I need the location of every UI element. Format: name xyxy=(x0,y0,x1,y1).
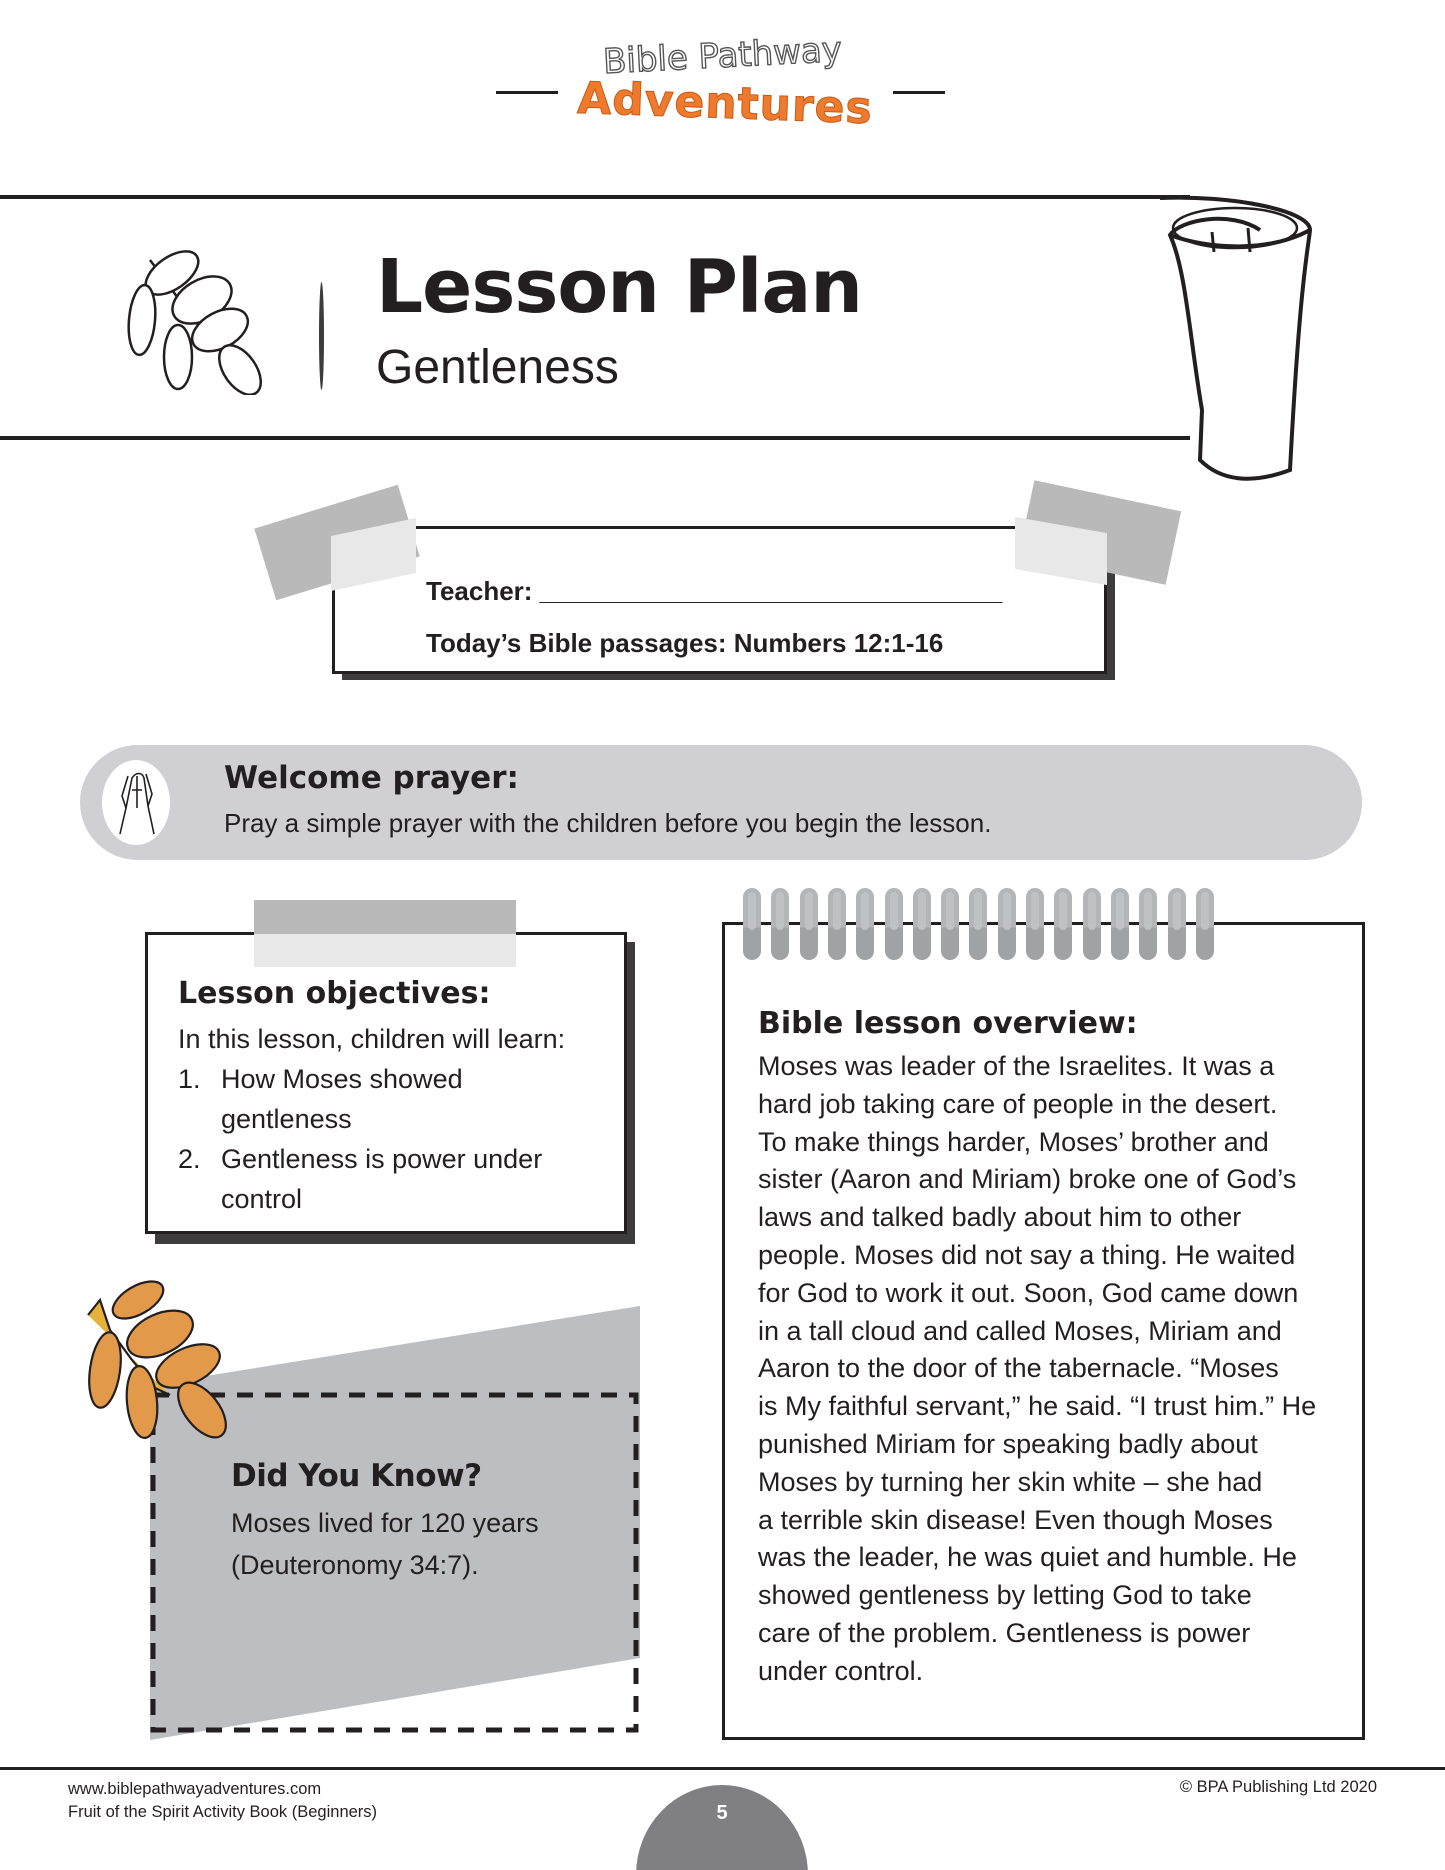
objectives-intro: In this lesson, children will learn: xyxy=(178,1024,566,1054)
did-you-know-text xyxy=(231,1502,539,1586)
overview-line: Moses by turning her skin white – she had xyxy=(758,1466,1263,1497)
footer-left xyxy=(68,1778,377,1824)
spiral-ring xyxy=(1054,888,1072,960)
spiral-ring xyxy=(998,888,1016,960)
objective-2-line-1: Gentleness is power under xyxy=(221,1144,543,1174)
overview-line: laws and talked badly about him to other xyxy=(758,1202,1242,1233)
spiral-ring xyxy=(1111,888,1129,960)
overview-line: sister (Aaron and Miriam) broke one of God’s xyxy=(758,1164,1297,1195)
overview-line: a terrible skin disease! Even though Moses xyxy=(758,1504,1273,1535)
spiral-ring xyxy=(856,888,874,960)
spiral-ring xyxy=(1026,888,1044,960)
overview-line: care of the problem. Gentleness is power xyxy=(758,1617,1251,1648)
spiral-ring xyxy=(1139,888,1157,960)
overview-text xyxy=(758,1048,1358,1691)
spiral-ring xyxy=(828,888,846,960)
objectives-title: Lesson objectives: xyxy=(178,976,491,1011)
spiral-ring xyxy=(771,888,789,960)
overview-title: Bible lesson overview: xyxy=(758,1006,1138,1041)
page-number-badge xyxy=(636,1785,808,1870)
welcome-prayer-text: Pray a simple prayer with the children before you begin the lesson. xyxy=(224,808,992,838)
objectives-tape-overlay xyxy=(254,934,516,967)
logo-rule-left xyxy=(496,91,558,94)
objective-1-line-2: gentleness xyxy=(221,1104,352,1134)
page-number: 5 xyxy=(716,1802,728,1824)
spiral-ring xyxy=(743,888,761,960)
overview-line: punished Miriam for speaking badly about xyxy=(758,1428,1258,1459)
footer-book-title: Fruit of the Spirit Activity Book (Beginners) xyxy=(68,1803,378,1821)
dates-branch-icon xyxy=(120,245,290,395)
page-title: Lesson Plan xyxy=(376,244,862,330)
overview-line: for God to work it out. Soon, God came down xyxy=(758,1277,1299,1308)
logo-rule-right xyxy=(893,91,945,94)
bible-passage: Today’s Bible passages: Numbers 12:1-16 xyxy=(426,628,944,658)
objectives-tape xyxy=(254,900,516,934)
overview-line: is My faithful servant,” he said. “I trust him.” He xyxy=(758,1391,1317,1422)
spiral-ring xyxy=(885,888,903,960)
overview-line: Aaron to the door of the tabernacle. “Moses xyxy=(758,1353,1279,1384)
spiral-ring xyxy=(1168,888,1186,960)
overview-line: under control. xyxy=(758,1655,924,1686)
logo-main-text: Adventures xyxy=(576,72,874,135)
spiral-ring xyxy=(1083,888,1101,960)
spiral-ring xyxy=(800,888,818,960)
overview-line: To make things harder, Moses’ brother and xyxy=(758,1126,1269,1157)
spiral-ring xyxy=(1196,888,1214,960)
spiral-ring xyxy=(969,888,987,960)
objective-1-line-1: How Moses showed xyxy=(221,1064,463,1094)
spiral-ring xyxy=(913,888,931,960)
teacher-field[interactable]: Teacher: ________________________________ xyxy=(426,576,1003,606)
overview-line: in a tall cloud and called Moses, Miriam and xyxy=(758,1315,1282,1346)
overview-line: people. Moses did not say a thing. He waited xyxy=(758,1239,1296,1270)
footer-website-link[interactable]: www.biblepathwayadventures.com xyxy=(68,1780,322,1798)
did-you-know-line-1: Moses lived for 120 years xyxy=(231,1508,539,1538)
did-you-know-line-2: (Deuteronomy 34:7). xyxy=(231,1550,479,1580)
dates-branch-orange-icon xyxy=(70,1270,250,1440)
overview-line: Moses was leader of the Israelites. It was a xyxy=(758,1051,1275,1081)
objective-number-2: 2. xyxy=(178,1144,201,1174)
footer-copyright: © BPA Publishing Ltd 2020 xyxy=(1179,1778,1377,1796)
overview-line: showed gentleness by letting God to take xyxy=(758,1580,1252,1611)
footer-rule xyxy=(0,1767,1445,1770)
objective-number-1: 1. xyxy=(178,1064,201,1094)
page-subtitle: Gentleness xyxy=(376,341,619,394)
scroll-icon xyxy=(1150,190,1320,490)
overview-line: hard job taking care of people in the desert. xyxy=(758,1088,1278,1119)
praying-hands-icon xyxy=(112,768,164,838)
objective-2-line-2: control xyxy=(221,1184,303,1214)
banner-divider xyxy=(319,282,324,390)
did-you-know-title: Did You Know? xyxy=(231,1458,482,1494)
spiral-ring xyxy=(941,888,959,960)
logo-top-text: Bible Pathway xyxy=(602,29,843,83)
overview-line: was the leader, he was quiet and humble. He xyxy=(758,1542,1297,1573)
welcome-prayer-title: Welcome prayer: xyxy=(224,760,519,796)
